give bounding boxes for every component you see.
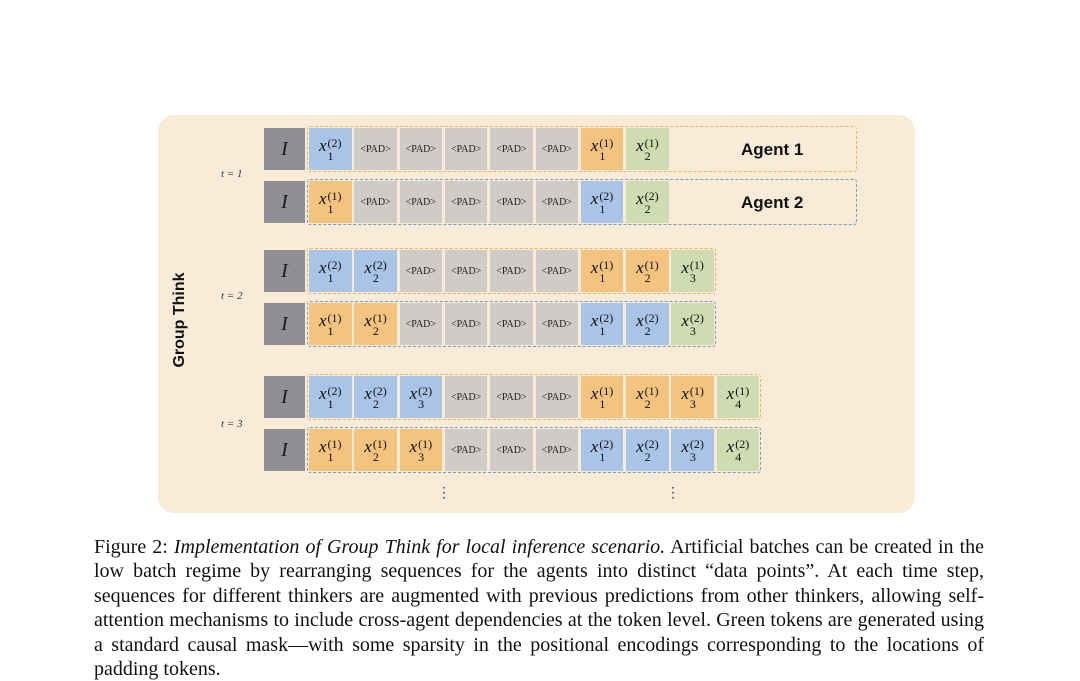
token-subscript: 1 <box>599 323 606 338</box>
instruction-token: I <box>264 128 305 170</box>
orange-token <box>354 429 397 471</box>
token-superscript: (2) <box>689 310 704 325</box>
pad-token: <PAD> <box>490 376 533 418</box>
token-superscript: (2) <box>644 310 659 325</box>
token-base: x <box>364 383 372 403</box>
token-expression <box>319 190 342 215</box>
token-superscript: (1) <box>644 383 659 398</box>
green-token <box>671 250 714 292</box>
token-base: x <box>318 188 327 208</box>
token-indices <box>418 385 432 410</box>
token-expression <box>591 190 614 215</box>
token-expression <box>319 137 342 162</box>
token-superscript: (2) <box>599 188 614 203</box>
token-expression <box>410 385 433 410</box>
token-indices <box>373 385 387 410</box>
token-superscript: (2) <box>327 257 342 272</box>
token-base: x <box>590 436 599 456</box>
token-base: x <box>681 310 689 330</box>
token-subscript: 2 <box>372 270 379 285</box>
token-subscript: 1 <box>599 148 606 163</box>
token-indices <box>645 438 659 463</box>
token-expression <box>364 438 387 463</box>
green-token <box>626 128 669 170</box>
pad-token: <PAD> <box>445 128 488 170</box>
instruction-token: I <box>264 250 305 292</box>
token-expression <box>636 385 659 410</box>
token-indices <box>373 312 387 337</box>
blue-token <box>581 429 624 471</box>
instruction-token: I <box>264 429 305 471</box>
blue-token <box>671 429 714 471</box>
token-subscript: 2 <box>372 396 379 411</box>
instruction-token: I <box>264 376 305 418</box>
orange-token <box>309 429 352 471</box>
token-expression <box>319 438 342 463</box>
orange-token <box>309 181 352 223</box>
token-expression <box>591 259 614 284</box>
blue-token <box>309 250 352 292</box>
green-token <box>717 376 760 418</box>
token-base: x <box>318 310 327 330</box>
token-superscript: (2) <box>735 436 750 451</box>
token-expression <box>591 385 614 410</box>
pad-token: <PAD> <box>445 250 488 292</box>
token-expression <box>364 312 387 337</box>
token-indices <box>418 438 432 463</box>
token-indices <box>328 312 342 337</box>
pad-token: <PAD> <box>354 128 397 170</box>
token-expression <box>636 259 659 284</box>
agent-label: Agent 1 <box>741 140 804 159</box>
token-subscript: 4 <box>735 396 742 411</box>
token-superscript: (2) <box>644 436 659 451</box>
orange-token <box>309 303 352 345</box>
token-subscript: 2 <box>644 396 651 411</box>
token-base: x <box>318 436 327 456</box>
token-superscript: (1) <box>327 188 342 203</box>
token-subscript: 1 <box>327 449 334 464</box>
token-expression <box>364 259 387 284</box>
pad-token: <PAD> <box>536 429 579 471</box>
pad-token: <PAD> <box>536 250 579 292</box>
token-base: x <box>726 383 735 403</box>
token-superscript: (2) <box>327 383 342 398</box>
token-indices <box>328 385 342 410</box>
pad-token: <PAD> <box>536 181 579 223</box>
green-token <box>717 429 760 471</box>
token-superscript: (2) <box>599 310 614 325</box>
token-base: x <box>318 257 327 277</box>
token-expression <box>636 190 659 215</box>
token-expression <box>410 438 433 463</box>
pad-token: <PAD> <box>536 303 579 345</box>
orange-token <box>400 429 443 471</box>
token-expression <box>681 259 704 284</box>
pad-token: <PAD> <box>445 376 488 418</box>
token-superscript: (2) <box>689 436 704 451</box>
token-superscript: (1) <box>689 257 704 272</box>
blue-token <box>309 376 352 418</box>
token-expression <box>727 385 750 410</box>
pad-token: <PAD> <box>490 128 533 170</box>
token-subscript: 1 <box>599 201 606 216</box>
agent-label: Agent 2 <box>741 193 804 212</box>
token-base: x <box>681 436 689 456</box>
pad-token: <PAD> <box>400 250 443 292</box>
token-base: x <box>590 383 599 403</box>
token-subscript: 1 <box>327 201 334 216</box>
pad-token: <PAD> <box>536 376 579 418</box>
caption-label: Figure 2: <box>94 536 168 558</box>
token-base: x <box>636 436 644 456</box>
token-subscript: 2 <box>644 148 651 163</box>
token-superscript: (1) <box>327 310 342 325</box>
token-base: x <box>590 135 599 155</box>
token-subscript: 3 <box>689 449 696 464</box>
token-expression <box>636 438 659 463</box>
token-subscript: 3 <box>418 449 425 464</box>
token-base: x <box>636 257 644 277</box>
token-superscript: (1) <box>327 436 342 451</box>
token-base: x <box>364 257 372 277</box>
token-base: x <box>681 383 689 403</box>
group-think-label: Group Think <box>171 272 188 368</box>
token-indices <box>599 438 613 463</box>
green-token <box>671 303 714 345</box>
token-expression <box>591 312 614 337</box>
token-superscript: (1) <box>735 383 750 398</box>
token-subscript: 2 <box>372 323 379 338</box>
token-superscript: (1) <box>644 135 659 150</box>
token-indices <box>599 137 613 162</box>
pad-token: <PAD> <box>490 250 533 292</box>
token-superscript: (1) <box>599 383 614 398</box>
token-superscript: (2) <box>599 436 614 451</box>
token-expression <box>681 312 704 337</box>
instruction-token: I <box>264 303 305 345</box>
pad-token: <PAD> <box>400 128 443 170</box>
caption-title: Implementation of Group Think for local inference scenario. <box>173 536 666 558</box>
pad-token: <PAD> <box>536 128 579 170</box>
token-indices <box>328 190 342 215</box>
token-superscript: (2) <box>418 383 433 398</box>
blue-token <box>581 181 624 223</box>
orange-token <box>581 250 624 292</box>
token-expression <box>636 137 659 162</box>
token-superscript: (2) <box>644 188 659 203</box>
token-superscript: (1) <box>372 310 387 325</box>
pad-token: <PAD> <box>354 181 397 223</box>
figure-caption <box>94 535 984 681</box>
token-indices <box>373 438 387 463</box>
pad-token: <PAD> <box>400 181 443 223</box>
token-indices <box>735 438 749 463</box>
token-expression <box>591 137 614 162</box>
time-step-label: t = 3 <box>221 418 243 430</box>
blue-token <box>400 376 443 418</box>
pad-token: <PAD> <box>445 303 488 345</box>
blue-token <box>354 376 397 418</box>
token-subscript: 3 <box>689 323 696 338</box>
token-indices <box>645 259 659 284</box>
token-base: x <box>726 436 735 456</box>
token-expression <box>681 385 704 410</box>
token-subscript: 4 <box>735 449 742 464</box>
token-subscript: 1 <box>327 148 334 163</box>
token-indices <box>599 312 613 337</box>
token-indices <box>690 438 704 463</box>
token-base: x <box>590 310 599 330</box>
blue-token <box>581 303 624 345</box>
token-subscript: 1 <box>599 449 606 464</box>
token-superscript: (2) <box>327 135 342 150</box>
vertical-ellipsis: ⋮ <box>666 486 680 501</box>
token-subscript: 3 <box>689 396 696 411</box>
token-subscript: 2 <box>644 449 651 464</box>
pad-token: <PAD> <box>445 181 488 223</box>
token-indices <box>645 385 659 410</box>
token-expression <box>319 259 342 284</box>
blue-token <box>309 128 352 170</box>
time-step-label: t = 2 <box>221 290 243 302</box>
orange-token <box>581 128 624 170</box>
token-superscript: (1) <box>372 436 387 451</box>
token-base: x <box>590 257 599 277</box>
blue-token <box>354 250 397 292</box>
token-superscript: (2) <box>372 257 387 272</box>
token-expression <box>364 385 387 410</box>
token-indices <box>690 312 704 337</box>
token-subscript: 1 <box>327 323 334 338</box>
pad-token: <PAD> <box>490 303 533 345</box>
token-expression <box>636 312 659 337</box>
token-indices <box>645 190 659 215</box>
blue-token <box>626 303 669 345</box>
token-base: x <box>590 188 599 208</box>
token-base: x <box>364 436 372 456</box>
vertical-ellipsis: ⋮ <box>437 486 451 501</box>
token-expression <box>591 438 614 463</box>
token-base: x <box>636 135 644 155</box>
pad-token: <PAD> <box>490 181 533 223</box>
token-subscript: 1 <box>327 396 334 411</box>
token-base: x <box>636 310 644 330</box>
caption-body: Artificial batches can be created in the low batch regime by rearranging sequences for the agents into distinct “data points”. At each time step, sequences for different thinkers are augmented with previous predictions from other thinkers, allowing self-attention mechanisms to include cross-agent dependencies at the token level. Green tokens are generated using a standard causal mask—with some sparsity in the positional encodings corresponding to the locations of padding tokens. <box>94 536 984 681</box>
token-superscript: (2) <box>372 383 387 398</box>
token-base: x <box>636 383 644 403</box>
token-subscript: 1 <box>599 396 606 411</box>
token-expression <box>319 385 342 410</box>
pad-token: <PAD> <box>445 429 488 471</box>
token-indices <box>599 385 613 410</box>
token-superscript: (1) <box>689 383 704 398</box>
token-subscript: 2 <box>644 201 651 216</box>
token-indices <box>645 312 659 337</box>
token-indices <box>599 259 613 284</box>
token-indices <box>735 385 749 410</box>
token-indices <box>328 137 342 162</box>
token-base: x <box>318 135 327 155</box>
instruction-token: I <box>264 181 305 223</box>
orange-token <box>581 376 624 418</box>
orange-token <box>626 376 669 418</box>
token-subscript: 3 <box>689 270 696 285</box>
orange-token <box>626 250 669 292</box>
token-indices <box>373 259 387 284</box>
token-indices <box>645 137 659 162</box>
token-base: x <box>636 188 644 208</box>
token-superscript: (1) <box>644 257 659 272</box>
pad-token: <PAD> <box>490 429 533 471</box>
token-superscript: (1) <box>418 436 433 451</box>
token-base: x <box>409 383 418 403</box>
token-base: x <box>364 310 372 330</box>
orange-token <box>354 303 397 345</box>
green-token <box>626 181 669 223</box>
token-indices <box>599 190 613 215</box>
token-subscript: 2 <box>372 449 379 464</box>
token-subscript: 1 <box>599 270 606 285</box>
blue-token <box>626 429 669 471</box>
token-indices <box>690 259 704 284</box>
pad-token: <PAD> <box>400 303 443 345</box>
token-expression <box>681 438 704 463</box>
token-subscript: 3 <box>418 396 425 411</box>
token-expression <box>727 438 750 463</box>
token-indices <box>328 259 342 284</box>
token-indices <box>328 438 342 463</box>
token-base: x <box>318 383 327 403</box>
orange-token <box>671 376 714 418</box>
token-subscript: 1 <box>327 270 334 285</box>
token-expression <box>319 312 342 337</box>
token-base: x <box>681 257 689 277</box>
token-subscript: 2 <box>644 323 651 338</box>
time-step-label: t = 1 <box>221 168 243 180</box>
token-superscript: (1) <box>599 257 614 272</box>
token-indices <box>690 385 704 410</box>
token-superscript: (1) <box>599 135 614 150</box>
token-subscript: 2 <box>644 270 651 285</box>
token-base: x <box>409 436 418 456</box>
